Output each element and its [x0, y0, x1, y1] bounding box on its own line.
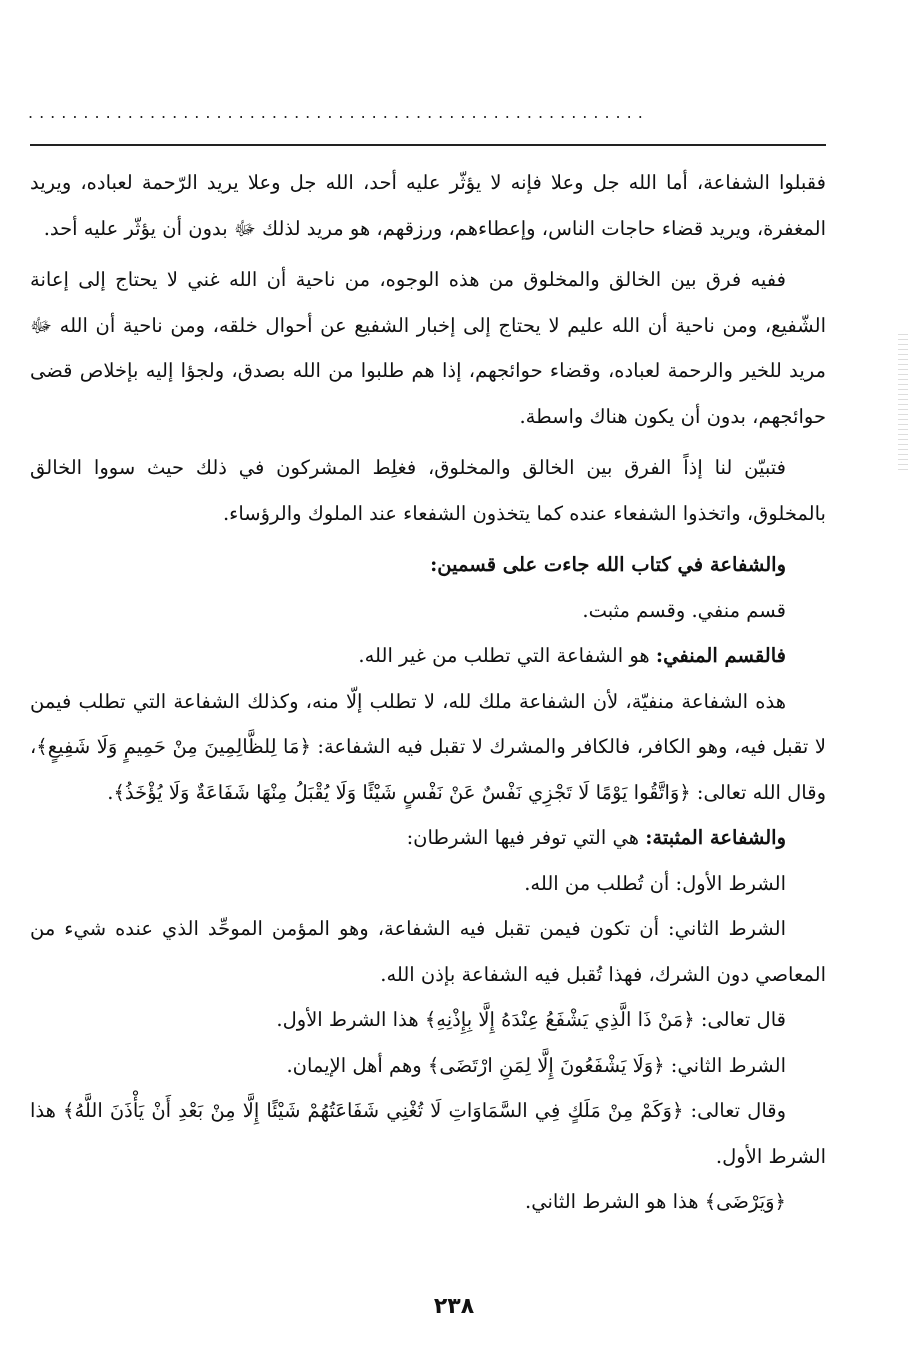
paragraph-text: .	[107, 780, 114, 804]
paragraph	[30, 1043, 826, 1089]
paragraph-text: فتبيّن لنا إذاً الفرق بين الخالق والمخلوق، فغلِط المشركون في ذلك حيث سووا الخالق بالمخلوق، واتخذوا الشفعاء عنده كما يتخذون الشفعاء عند الملوك والرؤساء.	[30, 456, 826, 525]
paragraph-text: قسم منفي. وقسم مثبت.	[582, 598, 786, 622]
quran-quote: ﴿وَلَا يَشْفَعُونَ إِلَّا لِمَنِ ارْتَضَى﴾	[427, 1053, 665, 1077]
paragraph-text: هذا هو الشرط الثاني.	[525, 1190, 705, 1213]
paragraph	[30, 861, 826, 907]
quran-quote: ﴿وَيَرْضَى﴾	[704, 1190, 786, 1213]
paragraph-text: ، وقال الله تعالى:	[30, 735, 826, 804]
quran-quote: ﴿مَنْ ذَا الَّذِي يَشْفَعُ عِنْدَهُ إِلَّا بِإِذْنِهِ﴾	[424, 1008, 695, 1031]
quran-quote: ﴿وَكَمْ مِنْ مَلَكٍ فِي السَّمَاوَاتِ لَا تُغْنِي شَفَاعَتُهُمْ شَيْئًا إِلَّا مِنْ بَعْدِ أَنْ يَأْذَنَ اللَّهُ﴾	[63, 1099, 684, 1122]
paragraph-text: قال تعالى:	[694, 1008, 786, 1031]
paragraph-text: هذه الشفاعة منفيّة، لأن الشفاعة ملك لله، لا تطلب إلّا منه، وكذلك الشفاعة التي تطلب فيمن لا تقبل فيه، وهو الكافر، فالكافر والمشرك لا تقبل فيه الشفاعة:	[30, 689, 826, 758]
body-text	[30, 160, 826, 1225]
paragraph-text: وهم أهل الإيمان.	[286, 1053, 428, 1077]
term-label: فالقسم المنفي:	[655, 644, 786, 667]
paragraph-text: الشرط الأول: أن تُطلب من الله.	[524, 871, 786, 895]
paragraph-text: ففيه فرق بين الخالق والمخلوق من هذه الوجوه، من ناحية أن الله غني لا يحتاج إلى إعانة الشّفيع، ومن ناحية أن الله عليم لا يحتاج إلى إخبار الشفيع عن أحوال خلقه، ومن ناحية أن الله ﷻ مريد للخير والرحمة لعباده، وقضاء حوائجهم، إذا هم طلبوا من الله بصدق، ولجؤا إليه بإخلاص قضى حوائجهم، بدون أن يكون هناك واسطة.	[30, 268, 826, 428]
paragraph	[30, 160, 826, 251]
paragraph-text: هذا الشرط الأول.	[30, 1099, 826, 1168]
paragraph	[30, 906, 826, 997]
paragraph-text: الشرط الثاني:	[664, 1053, 786, 1077]
paragraph	[30, 997, 826, 1043]
term-label: والشفاعة المثبتة:	[645, 826, 786, 849]
quran-quote: ﴿مَا لِلظَّالِمِينَ مِنْ حَمِيمٍ وَلَا شَفِيعٍ﴾	[36, 735, 311, 758]
paragraph-text: الشرط الثاني: أن تكون فيمن تقبل فيه الشفاعة، وهو المؤمن الموحِّد الذي عنده شيء من المعاصي دون الشرك، فهذا تُقبل فيه الشفاعة بإذن الله.	[30, 917, 826, 986]
paragraph	[30, 588, 826, 634]
definition-paragraph	[30, 633, 826, 679]
quran-quote: ﴿وَاتَّقُوا يَوْمًا لَا تَجْزِي نَفْسٌ عَنْ نَفْسٍ شَيْئًا وَلَا يُقْبَلُ مِنْهَا شَفَاعَةٌ وَلَا يُؤْخَذُ﴾	[113, 780, 691, 804]
paragraph	[30, 1179, 826, 1225]
paragraph	[30, 1088, 826, 1179]
scan-edge-artifact	[898, 330, 908, 470]
paragraph	[30, 445, 826, 536]
paragraph-text: فقبلوا الشفاعة، أما الله جل وعلا فإنه لا يؤثّر عليه أحد، الله جل وعلا يريد الرّحمة لعباده، ويريد المغفرة، ويريد قضاء حاجات الناس، وإعطاءهم، ورزقهم، هو مريد لذلك ﷻ بدون أن يؤثّر عليه أحد.	[30, 171, 826, 240]
page-number: ٢٣٨	[433, 1294, 475, 1319]
definition-text: هو الشفاعة التي تطلب من غير الله.	[358, 644, 656, 667]
paragraph	[30, 679, 826, 816]
paragraph-text: هذا الشرط الأول.	[276, 1008, 425, 1031]
paragraph-text: وقال تعالى:	[683, 1099, 786, 1122]
section-heading	[30, 542, 826, 588]
definition-text: هي التي توفر فيها الشرطان:	[406, 826, 646, 849]
header-dotted-line: ........................................................	[28, 103, 649, 122]
paragraph	[30, 257, 826, 439]
heading-text: والشفاعة في كتاب الله جاءت على قسمين:	[430, 553, 786, 576]
header-rule	[30, 144, 826, 146]
definition-paragraph	[30, 815, 826, 861]
